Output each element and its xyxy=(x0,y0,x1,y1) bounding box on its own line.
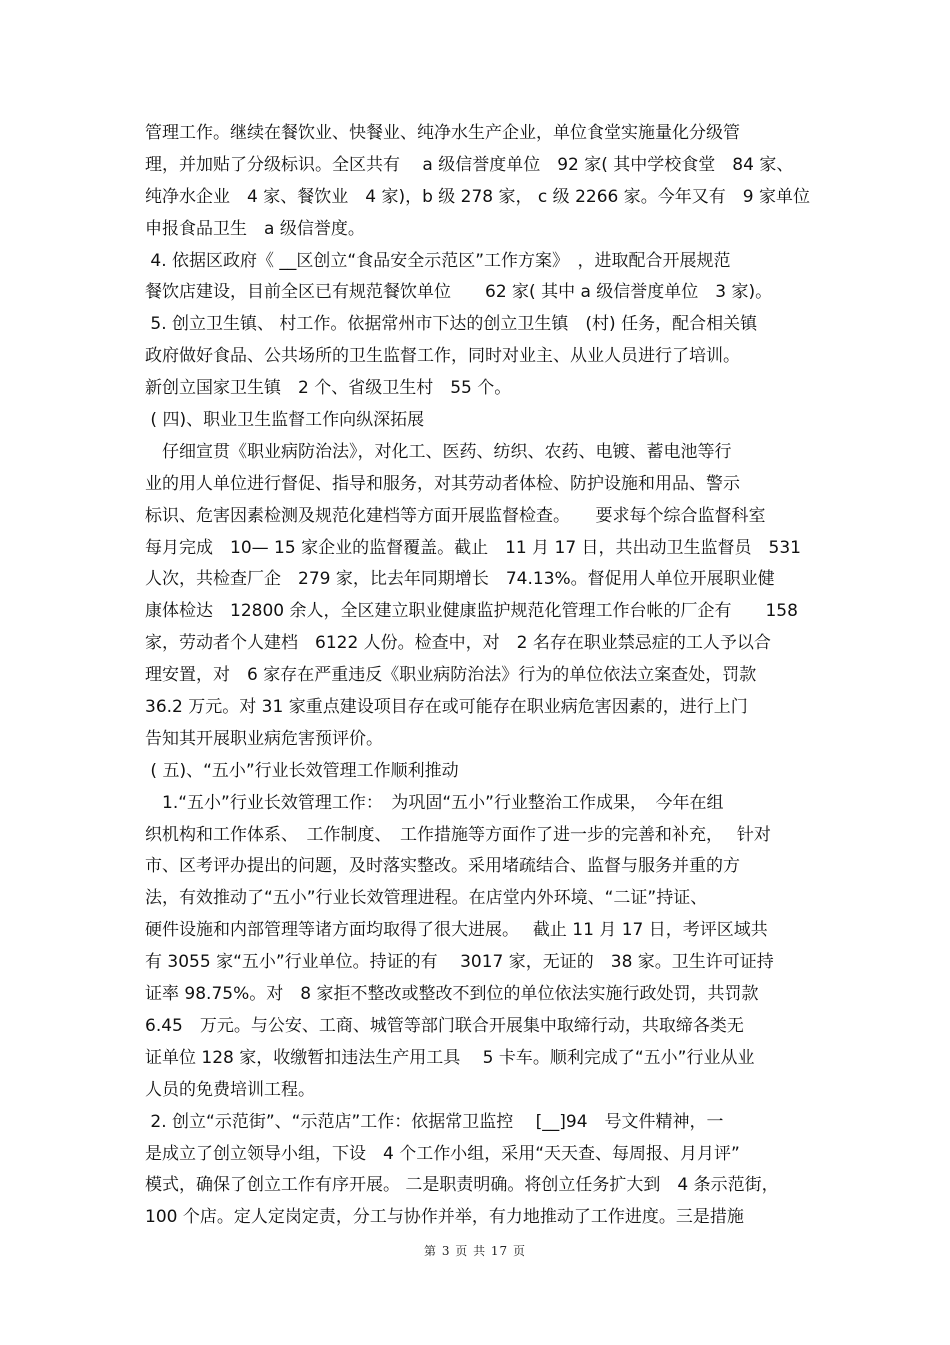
text-line: 1.“五小”行业长效管理工作： 为巩固“五小”行业整治工作成果， 今年在组 xyxy=(145,792,724,813)
text-line: 理安置，对 6 家存在严重违反《职业病防治法》行为的单位依法立案查处，罚款 xyxy=(145,665,757,686)
text-line: 业的用人单位进行督促、指导和服务，对其劳动者体检、防护设施和用品、警示 xyxy=(145,473,740,494)
text-line: 康体检达 12800 余人，全区建立职业健康监护规范化管理工作台帐的厂企有 158 xyxy=(145,601,798,622)
text-line: 家，劳动者个人建档 6122 人份。检查中，对 2 名存在职业禁忌症的工人予以合 xyxy=(145,633,771,654)
text-line: 2. 创立“示范街”、“示范店”工作：依据常卫监控 [__]94 号文件精神，一 xyxy=(145,1111,724,1132)
text-line: 4. 依据区政府《 __区创立“食品安全示范区”工作方案》 ，进取配合开展规范 xyxy=(145,250,731,271)
page-footer: 第 3 页 共 17 页 xyxy=(424,1244,526,1258)
text-line: 织机构和工作体系、 工作制度、 工作措施等方面作了进一步的完善和补充， 针对 xyxy=(145,824,771,845)
text-line: 管理工作。继续在餐饮业、快餐业、纯净水生产企业，单位食堂实施量化分级管 xyxy=(145,123,740,143)
text-line: 5. 创立卫生镇、 村工作。依据常州市下达的创立卫生镇 (村) 任务，配合相关镇 xyxy=(145,314,758,335)
text-line: 人次，共检查厂企 279 家，比去年同期增长 74.13%。督促用人单位开展职业健 xyxy=(145,569,775,590)
text-line: 证单位 128 家，收缴暂扣违法生产用工具 5 卡车。顺利完成了“五小”行业从业 xyxy=(145,1047,755,1068)
text-line: 100 个店。定人定岗定责，分工与协作并举，有力地推动了工作进度。三是措施 xyxy=(145,1207,744,1228)
text-line: 法，有效推动了“五小”行业长效管理进程。在店堂内外环境、“二证”持证、 xyxy=(145,888,708,909)
text-line: 36.2 万元。对 31 家重点建设项目存在或可能存在职业病危害因素的，进行上门 xyxy=(145,697,748,718)
text-line: 政府做好食品、公共场所的卫生监督工作，同时对业主、从业人员进行了培训。 xyxy=(145,346,740,367)
text-line: 标识、危害因素检测及规范化建档等方面开展监督检查。 要求每个综合监督科室 xyxy=(145,505,766,526)
text-line: 纯净水企业 4 家、餐饮业 4 家)，b 级 278 家， c 级 2266 家。今年又有 9 家单位 xyxy=(145,186,810,207)
text-line: ( 四)、职业卫生监督工作向纵深拓展 xyxy=(145,410,425,431)
text-line: 是成立了创立领导小组，下设 4 个工作小组，采用“天天查、每周报、月月评” xyxy=(145,1143,740,1164)
text-line: ( 五)、“五小”行业长效管理工作顺利推动 xyxy=(145,760,459,781)
text-line: 新创立国家卫生镇 2 个、省级卫生村 55 个。 xyxy=(145,378,512,399)
text-line: 餐饮店建设，目前全区已有规范餐饮单位 62 家( 其中 a 级信誉度单位 3 家)。 xyxy=(145,282,773,303)
text-line: 模式，确保了创立工作有序开展。 二是职责明确。将创立任务扩大到 4 条示范街， xyxy=(145,1175,779,1196)
text-line: 6.45 万元。与公安、工商、城管等部门联合开展集中取缔行动，共取缔各类无 xyxy=(145,1015,744,1036)
text-line: 每月完成 10— 15 家企业的监督覆盖。截止 11 月 17 日，共出动卫生监督员 531 xyxy=(145,537,801,558)
text-line: 申报食品卫生 a 级信誉度。 xyxy=(145,218,365,239)
text-line: 告知其开展职业病危害预评价。 xyxy=(145,728,383,749)
text-line: 仔细宣贯《职业病防治法》，对化工、医药、纺织、农药、电镀、蓄电池等行 xyxy=(145,441,732,462)
text-line: 证率 98.75%。对 8 家拒不整改或整改不到位的单位依法实施行政处罚，共罚款 xyxy=(145,984,759,1005)
text-line: 理，并加贴了分级标识。全区共有 a 级信誉度单位 92 家( 其中学校食堂 84 家、 xyxy=(145,154,794,175)
text-line: 有 3055 家“五小”行业单位。持证的有 3017 家，无证的 38 家。卫生许可证持 xyxy=(145,952,774,973)
text-line: 硬件设施和内部管理等诸方面均取得了很大进展。 截止 11 月 17 日，考评区域共 xyxy=(145,920,768,941)
text-line: 市、区考评办提出的问题，及时落实整改。采用堵疏结合、监督与服务并重的方 xyxy=(145,856,740,877)
text-line: 人员的免费培训工程。 xyxy=(145,1079,315,1100)
body-text xyxy=(145,118,825,1234)
